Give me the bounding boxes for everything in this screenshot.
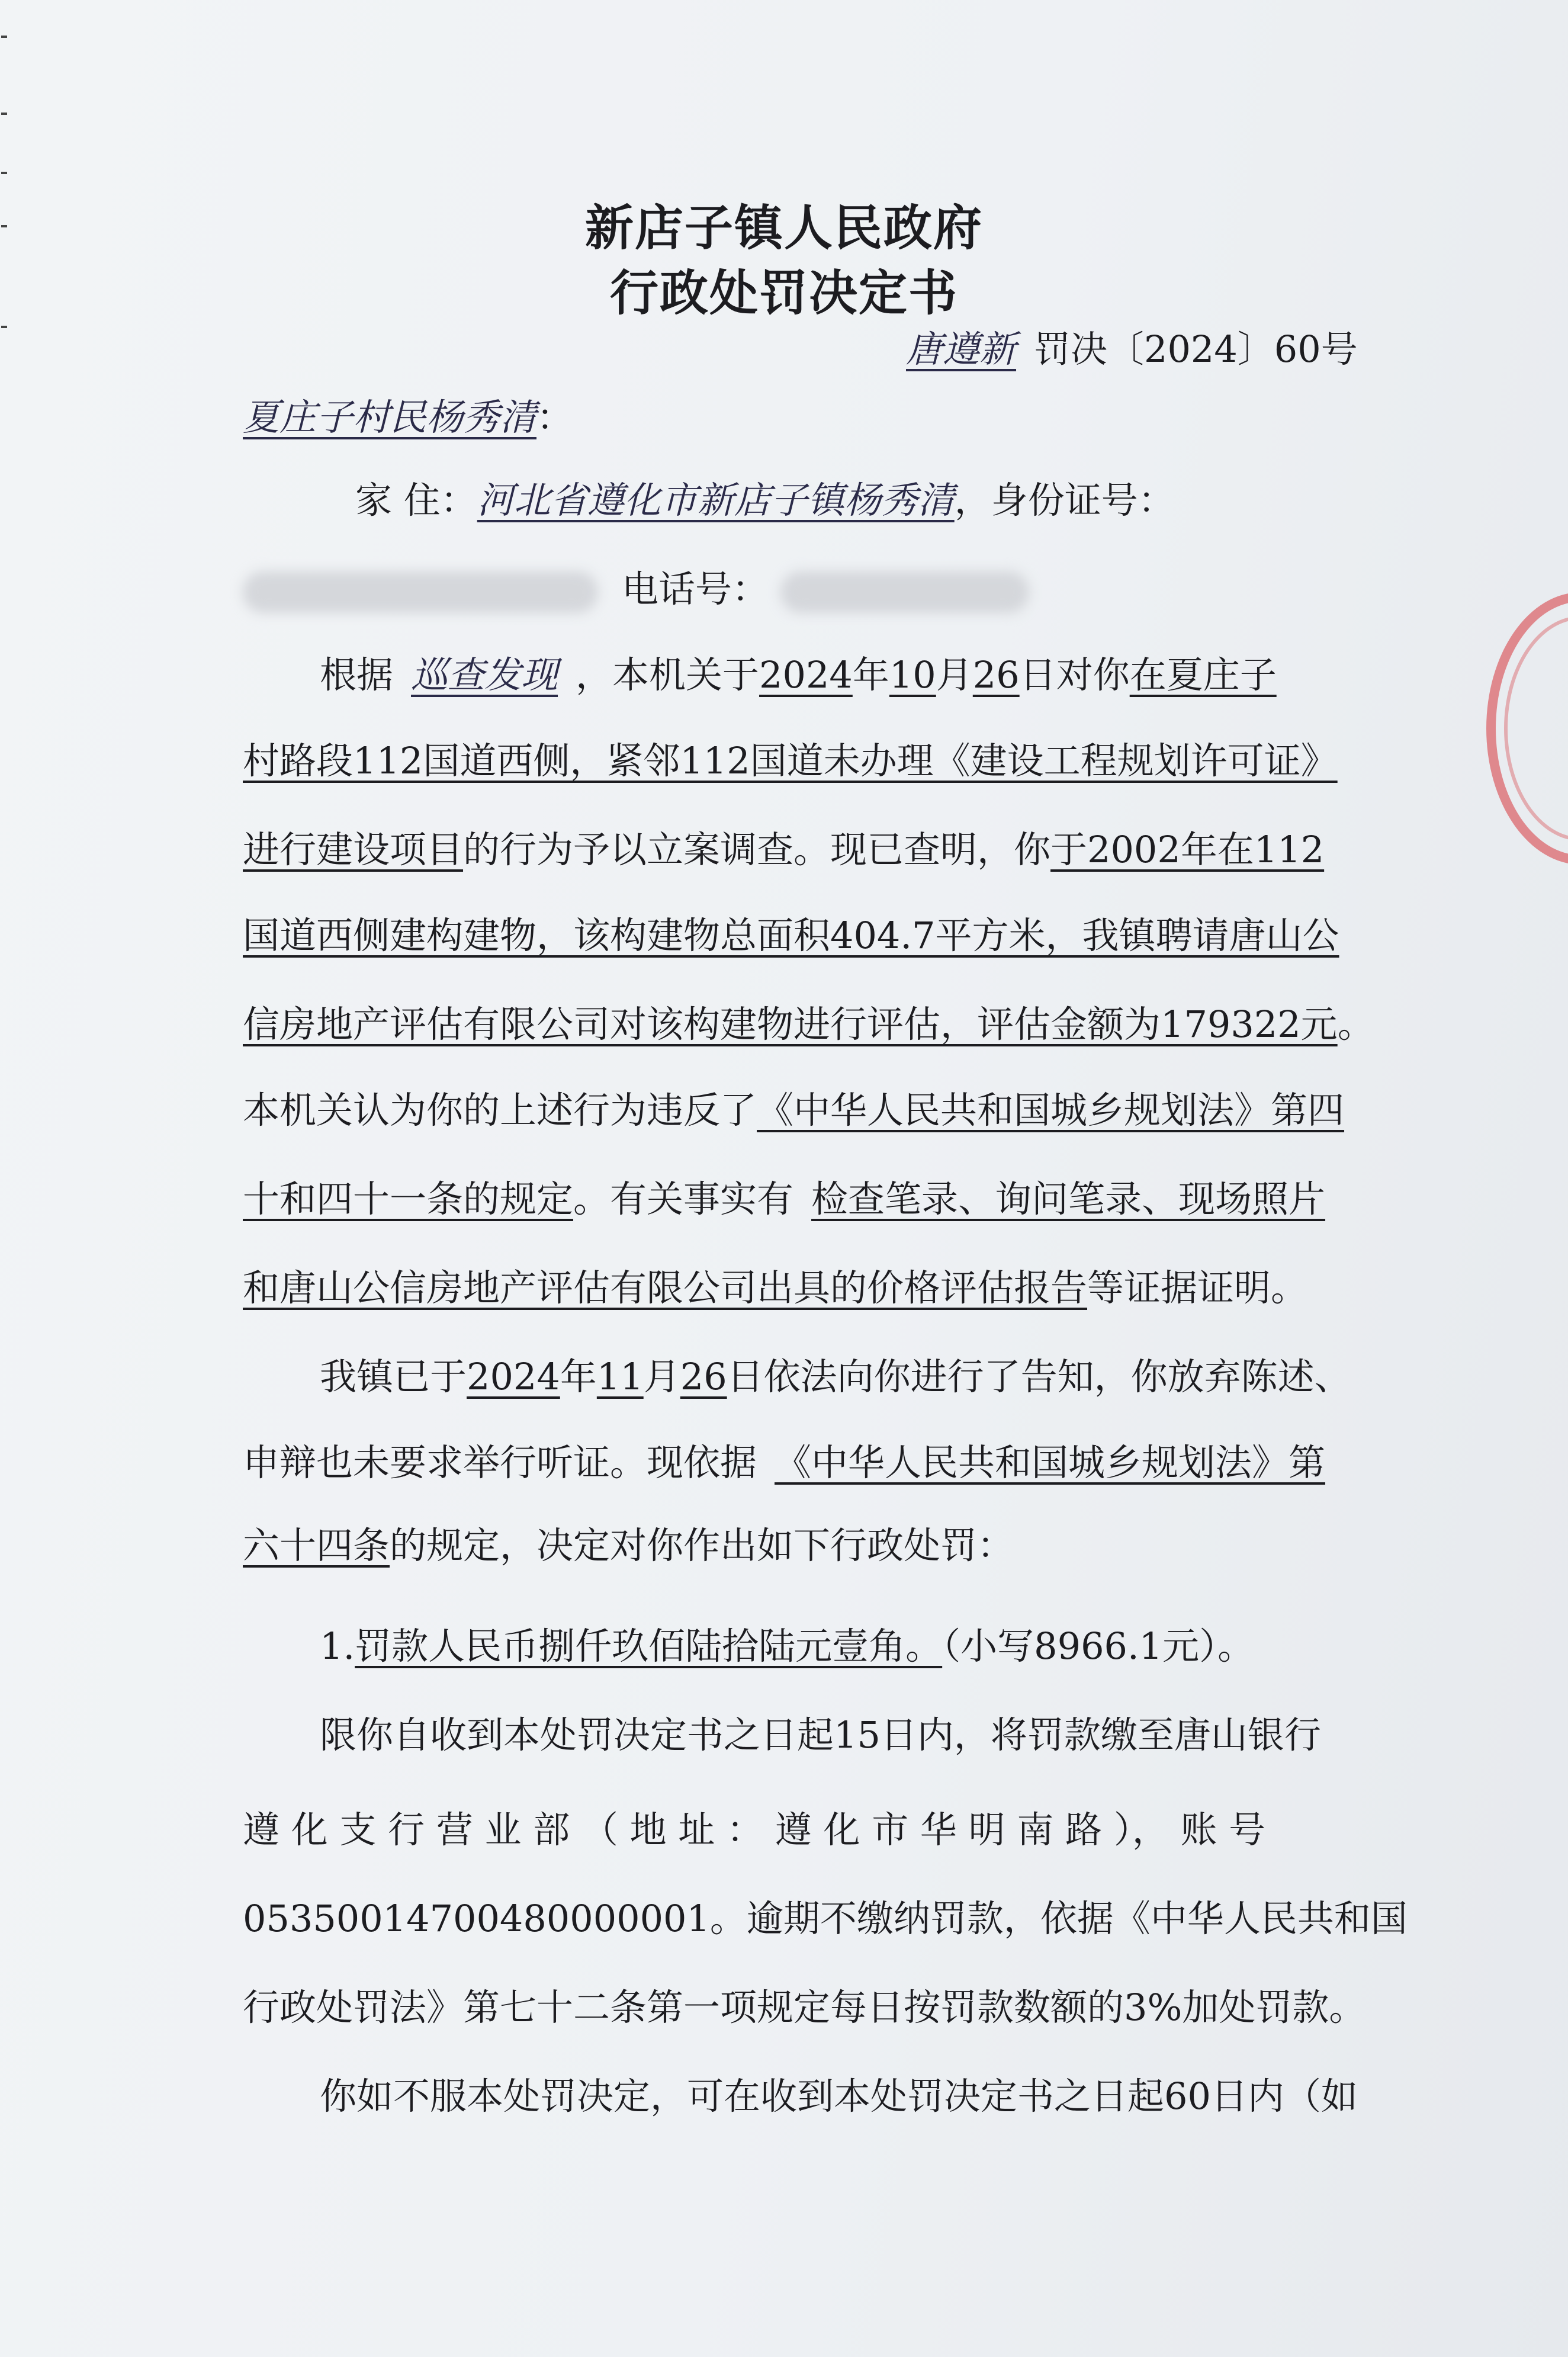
paragraph-1-line-8 [243,1253,1397,1324]
recipient-name: 夏庄子村民杨秀清 [243,396,537,439]
filled-text: 六十四条 [243,1524,390,1567]
paragraph-1-line-6 [243,1075,1397,1146]
filled-day: 26 [680,1355,727,1398]
filled-text: 进行建设项目 [243,828,464,871]
recipient-colon: ： [536,396,574,439]
text-segment: 你如不服本处罚决定，可在收到本处罚决定书之日起60日内（如 [320,2075,1358,2118]
text-segment: 年 [560,1355,597,1398]
text-segment: 。有关事实有 [573,1177,794,1221]
issuer-title: 新店子镇人民政府 [584,200,983,256]
phone-line [243,554,1397,625]
paragraph-4-line-4 [243,1972,1397,2043]
address-line [355,465,1510,536]
paragraph-1-line-4 [243,900,1397,971]
paragraph-2-line-1 [320,1341,1474,1412]
paragraph-2-line-2 [243,1427,1397,1498]
id-number-label: ，身份证号： [954,479,1175,522]
recipient-line [243,382,1397,453]
filled-year: 2024 [759,653,853,696]
paragraph-4-line-3 [243,1883,1408,1954]
filled-year: 2024 [467,1355,560,1398]
doc-number-suffix: 罚决〔2024〕60号 [1034,327,1358,371]
address-label: 家 住： [355,479,477,522]
filled-text: 十和四十一条的规定 [243,1177,574,1221]
text-segment: 申辩也未要求举行听证。现依据 [243,1441,757,1484]
text-segment: 。 [1337,1003,1374,1046]
handwritten-fill: 巡查发现 [411,653,558,696]
filled-text: 《中华人民共和国城乡规划法》第四 [757,1088,1345,1132]
penalty-item-1 [320,1611,1474,1682]
filled-month: 10 [889,653,936,696]
filled-text: 和唐山公信房地产评估有限公司出具的价格评估报告 [243,1266,1088,1309]
fine-amount-text: 罚款人民币捌仟玖佰陆拾陆元壹角。 [355,1624,943,1668]
text-segment: 遵 化 支 行 营 业 部 （ 地 址 ： 遵 化 市 华 明 南 路 ）， 账 号 [243,1808,1266,1851]
text-segment: 05350014700480000001。逾期不缴纳罚款，依据《中华人民共和国 [243,1897,1408,1940]
text-segment: 行政处罚法》第七十二条第一项规定每日按罚款数额的3%加处罚款。 [243,1986,1366,2029]
paragraph-4-line-1 [320,1700,1474,1771]
phone-label: 电话号： [622,567,769,611]
paragraph-1-line-1 [320,640,1474,711]
text-segment: ，本机关于 [576,653,760,696]
text-segment: 的规定，决定对你作出如下行政处罚： [390,1524,1014,1567]
filled-day: 26 [972,653,1020,696]
fine-amount-numeric: （小写8966.1元）。 [942,1624,1255,1668]
filled-text: 《中华人民共和国城乡规划法》第 [775,1441,1326,1484]
text-segment: 本机关认为你的上述行为违反了 [243,1088,757,1132]
text-segment: 限你自收到本处罚决定书之日起15日内，将罚款缴至唐山银行 [320,1713,1321,1756]
filled-text: 村路段112国道西侧，紧邻112国道未办理《建设工程规划许可证》 [243,739,1338,782]
paragraph-1-line-7 [243,1164,1397,1235]
paragraph-1-line-3 [243,814,1397,885]
filled-month: 11 [596,1355,644,1398]
paragraph-5-line-1 [320,2061,1474,2132]
document-number [888,314,1421,385]
filled-text: 国道西侧建构建物，该构建物总面积404.7平方米，我镇聘请唐山公 [243,914,1339,957]
filled-text: 于2002年在112 [1050,828,1325,871]
text-segment: 根据 [320,653,394,696]
filled-text: 在夏庄子 [1129,653,1277,696]
paragraph-4-line-2 [243,1794,1397,1865]
doc-number-prefix: 唐遵新 [906,327,1017,371]
paragraph-1-line-2 [243,725,1397,797]
document-title: 行政处罚决定书 [609,265,958,322]
text-segment: 等证据证明。 [1087,1266,1308,1309]
paragraph-2-line-3 [243,1510,1397,1581]
paragraph-1-line-5 [243,989,1397,1060]
text-segment: 月 [643,1355,680,1398]
text-segment: 日依法向你进行了告知，你放弃陈述、 [727,1355,1351,1398]
filled-text: 检查笔录、询问笔录、现场照片 [811,1177,1326,1221]
filled-text: 信房地产评估有限公司对该构建物进行评估，评估金额为179322元 [243,1003,1338,1046]
redacted-phone-number [780,571,1029,613]
text-segment: 的行为予以立案调查。现已查明，你 [463,828,1051,871]
redacted-id-number [243,571,598,613]
text-segment: 1. [320,1624,355,1668]
text-segment: 日对你 [1019,653,1130,696]
text-segment: 我镇已于 [320,1355,467,1398]
address-value: 河北省遵化市新店子镇杨秀清 [477,479,955,522]
text-segment: 年 [852,653,889,696]
text-segment: 月 [936,653,973,696]
